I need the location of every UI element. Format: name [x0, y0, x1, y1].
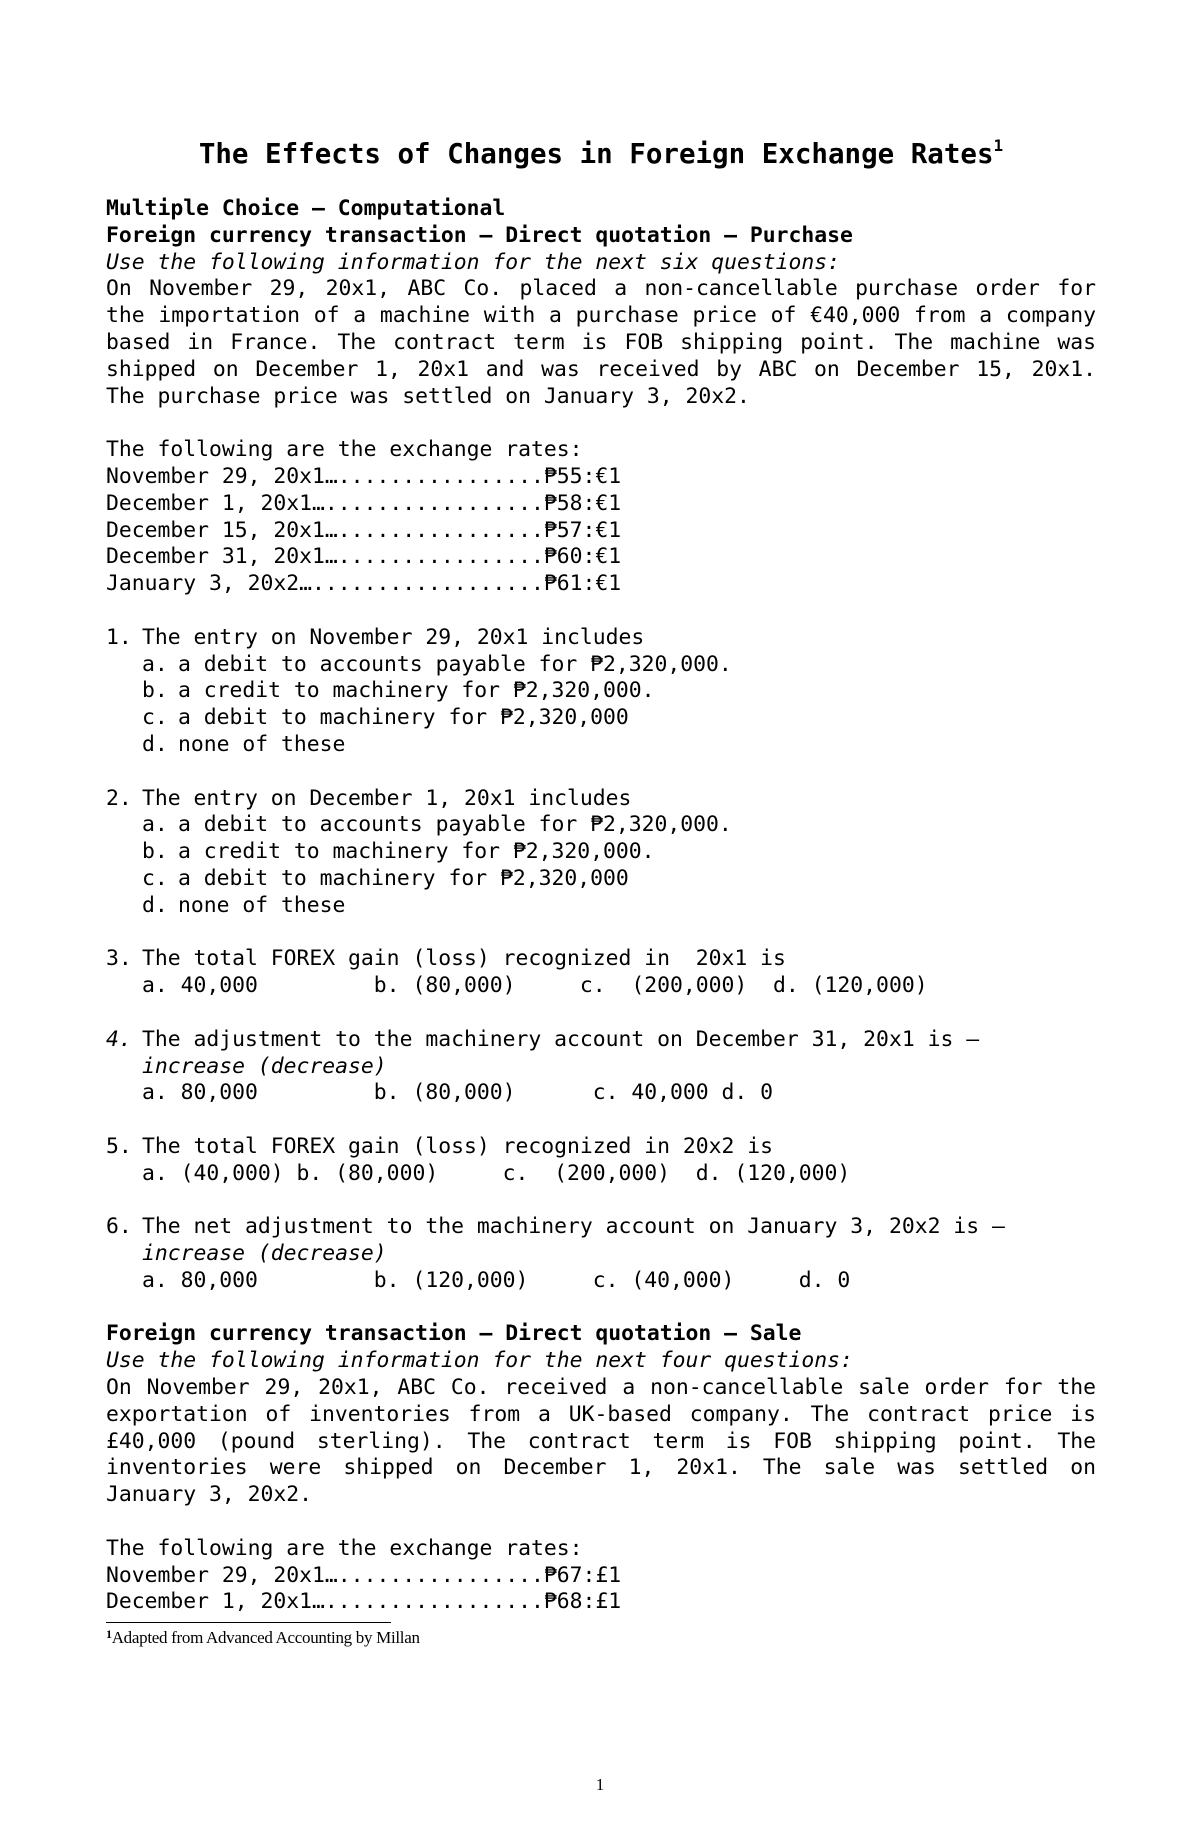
exchange-rate-row: December 1, 20x1….................₱68:£1	[106, 1589, 622, 1615]
answer-option	[142, 705, 1096, 732]
option-text: a debit to accounts payable for ₱2,320,000.	[178, 812, 732, 838]
question-number: 6.	[106, 1214, 132, 1240]
option-text: a credit to machinery for ₱2,320,000.	[178, 678, 655, 704]
answer-choices: a. (40,000) b. (80,000) c. (200,000) d. (120,000)	[142, 1160, 851, 1186]
question-subtext: increase (decrease)	[142, 1053, 387, 1079]
question-text: The adjustment to the machinery account on December 31, 20x1 is –	[142, 1026, 980, 1052]
question-4	[106, 1027, 1096, 1054]
question-text: The total FOREX gain (loss) recognized in 20x1 is	[142, 946, 786, 972]
option-letter: a.	[142, 651, 168, 677]
question-number: 1.	[106, 624, 132, 650]
section-heading: Multiple Choice – Computational	[106, 196, 506, 221]
option-letter: c.	[142, 705, 168, 731]
question-number: 2.	[106, 785, 132, 811]
option-text: none of these	[178, 892, 346, 918]
exchange-rate-row: January 3, 20x2…..................₱61:€1	[106, 571, 622, 597]
part2-paragraph: On November 29, 20x1, ABC Co. received a non-cancellable sale order for the exportation of inventories from a UK-based company. The contract price is £40,000 (pound sterling). The contract term is FOB shipping point. The inventories were shipped on December 1, 20x1. The sale was settled on January 3, 20x2.	[106, 1375, 1096, 1508]
answer-choices: a. 40,000 b. (80,000) c. (200,000) d. (120,000)	[142, 973, 928, 999]
page-number: 1	[595, 1775, 605, 1794]
question-text: The entry on December 1, 20x1 includes	[142, 785, 632, 811]
part2-rates-intro: The following are the exchange rates:	[106, 1535, 583, 1561]
document-title	[106, 136, 1096, 170]
footnote-mark: 1	[106, 1627, 112, 1642]
part1-paragraph: On November 29, 20x1, ABC Co. placed a non-cancellable purchase order for the importation of a machine with a purchase price of €40,000 from a company based in France. The contract term is FOB shipping point. The machine was shipped on December 1, 20x1 and was received by ABC on December 15, 20x1. The purchase price was settled on January 3, 20x2.	[106, 276, 1096, 409]
answer-option	[142, 732, 1096, 759]
option-letter: d.	[142, 892, 168, 918]
question-number: 5.	[106, 1133, 132, 1159]
question-number: 4.	[106, 1026, 132, 1052]
option-letter: d.	[142, 731, 168, 757]
option-text: a debit to accounts payable for ₱2,320,000.	[178, 651, 732, 677]
option-text: none of these	[178, 731, 346, 757]
document-page	[106, 136, 1096, 1649]
answer-option	[142, 839, 1096, 866]
option-letter: c.	[142, 865, 168, 891]
answer-choices: a. 80,000 b. (80,000) c. 40,000 d. 0	[142, 1080, 774, 1106]
option-text: a debit to machinery for ₱2,320,000	[178, 705, 629, 731]
question-6	[106, 1214, 1096, 1241]
title-text: The Effects of Changes in Foreign Exchange Rates	[198, 138, 994, 170]
footnote-text: Adapted from Advanced Accounting by Millan	[111, 1628, 420, 1648]
answer-option	[142, 652, 1096, 679]
answer-option	[142, 866, 1096, 893]
part2-heading: Foreign currency transaction – Direct quotation – Sale	[106, 1321, 802, 1347]
option-letter: a.	[142, 812, 168, 838]
question-5	[106, 1134, 1096, 1161]
question-subtext: increase (decrease)	[142, 1241, 387, 1267]
part1-rates-intro: The following are the exchange rates:	[106, 437, 583, 463]
exchange-rate-row: November 29, 20x1…................₱55:€1	[106, 463, 622, 489]
exchange-rate-row: December 1, 20x1….................₱58:€1	[106, 490, 622, 516]
question-text: The total FOREX gain (loss) recognized in 20x2 is	[142, 1133, 774, 1159]
footnote	[106, 1623, 1096, 1649]
question-3	[106, 946, 1096, 973]
question-number: 3.	[106, 946, 132, 972]
question-1	[106, 625, 1096, 652]
answer-choices: a. 80,000 b. (120,000) c. (40,000) d. 0	[142, 1267, 851, 1293]
question-text: The net adjustment to the machinery account on January 3, 20x2 is –	[142, 1214, 1005, 1240]
exchange-rate-row: December 15, 20x1…................₱57:€1	[106, 517, 622, 543]
answer-option	[142, 678, 1096, 705]
exchange-rate-row: November 29, 20x1…................₱67:£1	[106, 1562, 622, 1588]
title-footnote-mark: 1	[993, 136, 1004, 155]
part1-instruction: Use the following information for the next six questions:	[106, 249, 841, 275]
question-2	[106, 786, 1096, 813]
question-text: The entry on November 29, 20x1 includes	[142, 624, 645, 650]
option-text: a credit to machinery for ₱2,320,000.	[178, 839, 655, 865]
answer-option	[142, 812, 1096, 839]
exchange-rate-row: December 31, 20x1…................₱60:€1	[106, 544, 622, 570]
option-letter: b.	[142, 678, 168, 704]
part2-instruction: Use the following information for the next four questions:	[106, 1348, 853, 1374]
option-text: a debit to machinery for ₱2,320,000	[178, 865, 629, 891]
part1-heading: Foreign currency transaction – Direct quotation – Purchase	[106, 222, 853, 248]
option-letter: b.	[142, 839, 168, 865]
answer-option	[142, 893, 1096, 920]
